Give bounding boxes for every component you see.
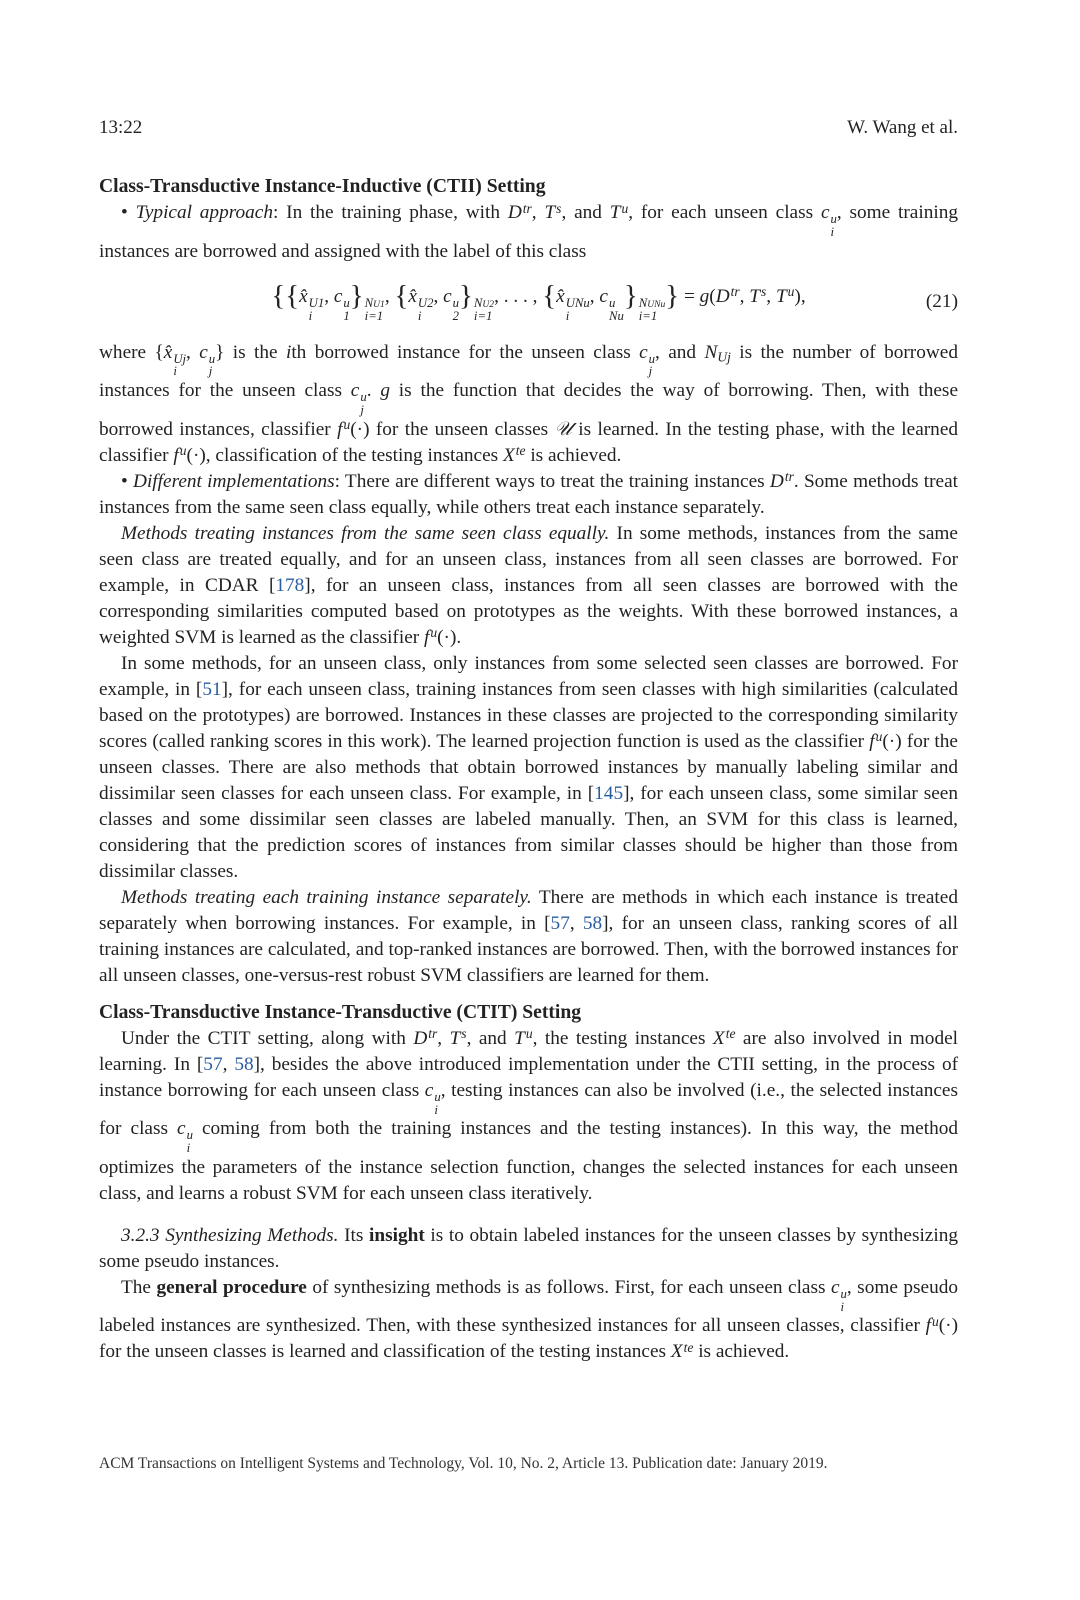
citation-link[interactable]: 58: [582, 912, 603, 934]
text-run: ,: [324, 285, 334, 307]
text-run: ], for each unseen class, some similar seen classes and some dissimilar seen classes are labeled manually. Then, an SVM for this class is learned, considering that the prediction scores of instances from similar classes should be higher than those from dissimilar classes.: [99, 782, 958, 882]
text-run: is achieved.: [525, 444, 622, 466]
superscript: u: [608, 295, 616, 310]
text-run: coming from both the training instances and the testing instances). In this way, the method optimizes the parameters of the instance selection function, changes the selected instances for each unseen class, and learns a robust SVM for each unseen class iteratively.: [99, 1118, 958, 1204]
italic-text: Typical approach: [135, 202, 273, 223]
section-heading: Class-Transductive Instance-Transductive (CTIT) Setting: [99, 1001, 582, 1023]
italic-text: Different implementations: [133, 470, 335, 492]
math-symbol: [337, 419, 350, 440]
paragraph: [99, 469, 958, 521]
math-base: f: [424, 626, 430, 648]
subscript: i: [830, 224, 835, 239]
text-run: . Some methods treat instances from the same seen class equally, while others treat each instance separately.: [99, 470, 958, 518]
math-symbol: [514, 1028, 532, 1049]
math-symbol: [830, 1276, 847, 1314]
math-base: x̂: [299, 285, 308, 307]
superscript: tr: [428, 1026, 438, 1042]
math-base: c: [177, 1118, 186, 1140]
text-run: (: [709, 285, 716, 307]
text-run: : In the training phase, with: [273, 202, 508, 223]
subscript: 2: [452, 308, 460, 323]
math-symbol: [700, 286, 710, 307]
math-base: D: [769, 470, 784, 492]
superscript: te: [683, 1339, 694, 1355]
page-body: [99, 174, 958, 1365]
superscript: u: [186, 1128, 193, 1143]
text-run: ,: [531, 202, 545, 223]
superscript: u: [452, 295, 460, 310]
math-scripts: [173, 353, 186, 378]
paragraph: [99, 340, 958, 469]
text-run: , and: [561, 202, 610, 223]
superscript-subscript: U1: [373, 298, 385, 310]
math-base: c: [424, 1079, 434, 1101]
text-run: is achieved.: [693, 1341, 790, 1363]
math-symbol: [413, 1028, 437, 1049]
math-symbol: [599, 285, 624, 323]
paragraph: [99, 651, 958, 885]
math-base: X: [502, 444, 515, 466]
brace: {{: [271, 279, 300, 312]
subscript: i: [308, 308, 313, 323]
italic-text: Methods treating instances from the same seen class equally.: [121, 522, 610, 544]
math-symbol: [424, 627, 437, 648]
paragraph: [99, 1223, 958, 1275]
text-run: , testing instances can also be involved (i.e., the selected instances for class: [99, 1079, 958, 1140]
text-run: ,: [186, 341, 200, 363]
math-scripts: [309, 297, 325, 322]
citation-link[interactable]: 51: [202, 678, 222, 700]
text-run: (·) for the unseen classes. There are also methods that obtain borrowed instances by manually labeling similar and dissimilar seen classes for each unseen class. For example, in [: [99, 730, 958, 804]
superscript: tr: [522, 200, 532, 216]
math-symbol: [443, 285, 460, 323]
text-run: In some methods, instances from the same seen class are treated equally, and for an unseen class, instances from all seen classes are borrowed. For example, in CDAR [: [99, 522, 958, 596]
text-run: ,: [739, 285, 750, 307]
math-base: X: [670, 1341, 683, 1363]
subscript: j: [208, 364, 213, 379]
text-run: , some training instances are borrowed and assigned with the label of this class: [99, 202, 958, 262]
text-run: ], for an unseen class, instances from all seen classes are borrowed with the corresponding similarities computed based on prototypes as the weights. With these borrowed instances, a weighted SVM is learned as the classifier: [99, 574, 958, 648]
citation-link[interactable]: 145: [594, 782, 624, 804]
text-run: ], for an unseen class, ranking scores of all training instances are calculated, and top-ranked instances are borrowed. Then, with the borrowed instances for all unseen classes, one-versus-rest robust SVM classifiers are learned for them.: [99, 912, 958, 986]
text-run: , . . . ,: [494, 285, 543, 307]
superscript: u: [208, 351, 216, 366]
math-symbol: [776, 286, 794, 307]
subscript: j: [648, 364, 653, 379]
math-base: c: [820, 202, 830, 223]
superscript: u: [525, 1026, 533, 1042]
math-scripts: [418, 297, 434, 322]
math-scripts: [474, 297, 494, 322]
citation-link[interactable]: 58: [234, 1053, 254, 1075]
math-base: f: [925, 1315, 931, 1337]
brace: {: [394, 279, 409, 312]
superscript: u: [830, 212, 837, 227]
superscript: UNu: [565, 295, 590, 310]
text-run: is learned. In the testing phase, with the learned classifier: [99, 418, 959, 466]
subscript: i: [173, 364, 177, 379]
math-symbol: [177, 1118, 193, 1156]
text-run: , the testing instances: [532, 1027, 713, 1049]
superscript: u: [931, 1313, 939, 1329]
text-run: , and: [655, 341, 705, 363]
running-header-authors: W. Wang et al.: [847, 117, 958, 138]
math-base: T: [514, 1027, 525, 1049]
superscript-subscript: U2: [482, 298, 495, 310]
citation-link[interactable]: 57: [203, 1053, 223, 1075]
text-run: ,: [766, 285, 776, 307]
journal-footer: ACM Transactions on Intelligent Systems and Technology, Vol. 10, No. 2, Article 13. Publication date: January 2019.: [99, 1455, 828, 1472]
superscript: u: [787, 284, 795, 300]
math-symbol: [749, 286, 766, 307]
math-symbol: [299, 285, 325, 323]
text-run: ,: [589, 285, 600, 307]
equation: [99, 265, 958, 340]
math-base: c: [333, 285, 343, 307]
italic-text: g: [380, 380, 390, 402]
math-base: c: [443, 285, 452, 307]
math-symbol: [424, 1079, 441, 1117]
math-base: c: [830, 1276, 840, 1298]
text-run: ,: [569, 912, 583, 934]
superscript: s: [461, 1026, 467, 1042]
superscript: u: [648, 351, 656, 366]
text-run: =: [679, 285, 700, 307]
math-base: x̂: [556, 285, 565, 307]
brace: }: [623, 279, 638, 312]
text-run: } is the: [215, 341, 286, 363]
text-run: is the function that decides the way of borrowing. Then, with these borrowed instances, classifier: [99, 380, 958, 440]
text-run: (·) for the unseen classes is learned and classification of the testing instances: [99, 1315, 958, 1363]
text-run: (·).: [437, 626, 462, 648]
brace: }: [665, 279, 680, 312]
text-run: , and: [466, 1027, 515, 1049]
subscript: i=1: [364, 308, 384, 323]
text-run: is to obtain labeled instances for the unseen classes by synthesizing some pseudo instances.: [99, 1224, 959, 1272]
text-run: : There are different ways to treat the training instances: [334, 470, 770, 492]
math-base: f: [173, 444, 179, 466]
subscript: i=1: [473, 308, 493, 323]
superscript: NU1: [364, 295, 385, 310]
math-symbol: [671, 1341, 694, 1362]
superscript: te: [725, 1026, 736, 1042]
subscript: Uj: [717, 348, 731, 364]
superscript: u: [621, 200, 629, 216]
math-base: T: [775, 285, 787, 307]
subscript: i: [565, 308, 570, 323]
subscript: i: [186, 1141, 191, 1156]
superscript: u: [434, 1089, 441, 1104]
superscript: u: [360, 390, 367, 405]
equation-number: (21): [925, 290, 958, 312]
text-run: Its: [338, 1224, 370, 1246]
math-symbol: [408, 285, 434, 323]
math-symbol: [556, 285, 590, 323]
math-symbol: [713, 1028, 736, 1049]
math-symbol: [926, 1315, 939, 1336]
superscript: u: [343, 295, 350, 310]
paragraph: [99, 1026, 958, 1207]
math-base: x̂: [163, 341, 173, 363]
text-run: (·), classification of the testing instances: [186, 444, 503, 466]
text-run: ,: [437, 1027, 450, 1049]
math-symbol: [820, 202, 837, 239]
text-run: ], for each unseen class, training instances from seen classes with high similarities (calculated based on the prototypes) are borrowed. Instances in these classes are projected to the corresponding similarity scores (called ranking scores in this work). The learned projection function is used as the classifier: [99, 678, 958, 752]
page-number: 13:22: [99, 117, 143, 138]
math-base: c: [350, 380, 360, 402]
math-symbol: [333, 285, 350, 323]
math-scripts: [609, 297, 624, 322]
math-symbol: [544, 202, 561, 223]
brace: {: [542, 279, 557, 312]
math-base: 𝒰: [554, 418, 572, 440]
superscript: U1: [308, 295, 325, 310]
math-base: c: [199, 341, 208, 363]
subscript: i: [434, 1102, 438, 1117]
paragraph: [99, 200, 958, 265]
superscript: NU2: [473, 295, 495, 310]
equation-body: [251, 279, 806, 323]
math-base: T: [449, 1027, 461, 1049]
text-run: are also involved in model learning. In [: [99, 1027, 958, 1075]
math-symbol: [869, 731, 882, 752]
superscript: u: [430, 625, 438, 641]
math-symbol: [555, 419, 572, 440]
italic-text: i: [285, 341, 292, 363]
math-base: f: [869, 730, 875, 752]
math-symbol: [173, 445, 186, 466]
math-base: f: [337, 418, 343, 440]
subscript: i=1: [638, 308, 658, 323]
math-base: T: [749, 285, 761, 307]
superscript: u: [343, 417, 351, 433]
text-run: .: [366, 380, 381, 402]
paragraph: [99, 521, 958, 651]
text-run: of synthesizing methods is as follows. First, for each unseen class: [306, 1276, 831, 1298]
superscript: u: [875, 729, 883, 745]
math-base: D: [715, 285, 730, 307]
math-symbol: [503, 445, 526, 466]
superscript: Uj: [173, 351, 187, 366]
math-symbol: [704, 342, 730, 363]
superscript: U2: [417, 295, 434, 310]
paragraph: [99, 885, 958, 989]
citation-link[interactable]: 57: [550, 912, 570, 934]
brace: }: [349, 279, 364, 312]
math-symbol: [610, 202, 628, 223]
superscript: s: [761, 284, 767, 300]
text-run: In some methods, for an unseen class, only instances from some selected seen classes are borrowed. For example, in [: [99, 652, 958, 700]
subscript: Nu: [608, 308, 624, 323]
text-run: •: [121, 202, 136, 223]
math-base: X: [712, 1027, 725, 1049]
math-base: D: [507, 202, 522, 223]
math-base: g: [699, 285, 710, 307]
text-run: ,: [222, 1053, 235, 1075]
math-base: N: [704, 341, 718, 363]
math-scripts: [365, 297, 385, 322]
text-run: ,: [384, 285, 395, 307]
paragraph: [99, 1275, 958, 1366]
text-run: ,: [433, 285, 444, 307]
math-symbol: [199, 341, 216, 379]
text-run: ),: [794, 285, 806, 307]
text-run: •: [121, 470, 134, 492]
text-run: There are methods in which each instance is treated separately when borrowing instances. For example, in [: [99, 886, 958, 934]
superscript: s: [556, 200, 562, 216]
math-base: T: [609, 202, 621, 223]
math-symbol: [450, 1028, 467, 1049]
subscript: j: [360, 402, 364, 417]
subscript: i: [417, 308, 422, 323]
brace: }: [459, 279, 473, 312]
math-scripts: [566, 297, 590, 322]
math-symbol: [716, 286, 740, 307]
subscript: 1: [343, 308, 350, 323]
math-symbol: [163, 341, 187, 379]
math-base: x̂: [408, 285, 417, 307]
text-run: , some pseudo labeled instances are synthesized. Then, with these synthesized instances for all unseen classes, classifier: [99, 1276, 958, 1337]
superscript: NUNu: [638, 295, 666, 310]
citation-link[interactable]: 178: [275, 574, 305, 596]
superscript: tr: [784, 469, 794, 485]
superscript: tr: [730, 284, 740, 300]
superscript: u: [840, 1286, 847, 1301]
text-run: (·) for the unseen classes: [350, 418, 555, 440]
text-run: , for each unseen class: [628, 202, 821, 223]
math-base: c: [639, 341, 648, 363]
text-run: Under the CTIT setting, along with: [121, 1027, 414, 1049]
text-run: ], besides the above introduced implementation under the CTII setting, in the process of instance borrowing for each unseen class: [99, 1053, 959, 1101]
italic-text: 3.2.3 Synthesizing Methods.: [121, 1224, 339, 1246]
math-base: D: [413, 1027, 428, 1049]
text-run: The: [121, 1276, 157, 1298]
text-run: is the number of borrowed instances for the unseen class: [99, 341, 958, 402]
math-scripts: [639, 297, 666, 322]
math-symbol: [508, 202, 532, 223]
bold-text: insight: [369, 1224, 425, 1246]
superscript: te: [515, 443, 526, 459]
math-symbol: [350, 380, 367, 417]
superscript-subscript: UNu: [647, 298, 666, 310]
math-base: c: [599, 285, 608, 307]
text-run: th borrowed instance for the unseen class: [291, 341, 640, 363]
bold-text: general procedure: [156, 1276, 307, 1298]
italic-text: Methods treating each training instance separately.: [121, 886, 532, 908]
math-symbol: [770, 471, 794, 492]
subscript: i: [840, 1299, 845, 1314]
text-run: where {: [99, 341, 164, 363]
superscript: u: [179, 443, 187, 459]
math-base: T: [544, 202, 556, 223]
section-heading: Class-Transductive Instance-Inductive (CTII) Setting: [99, 176, 546, 197]
math-symbol: [639, 341, 656, 379]
